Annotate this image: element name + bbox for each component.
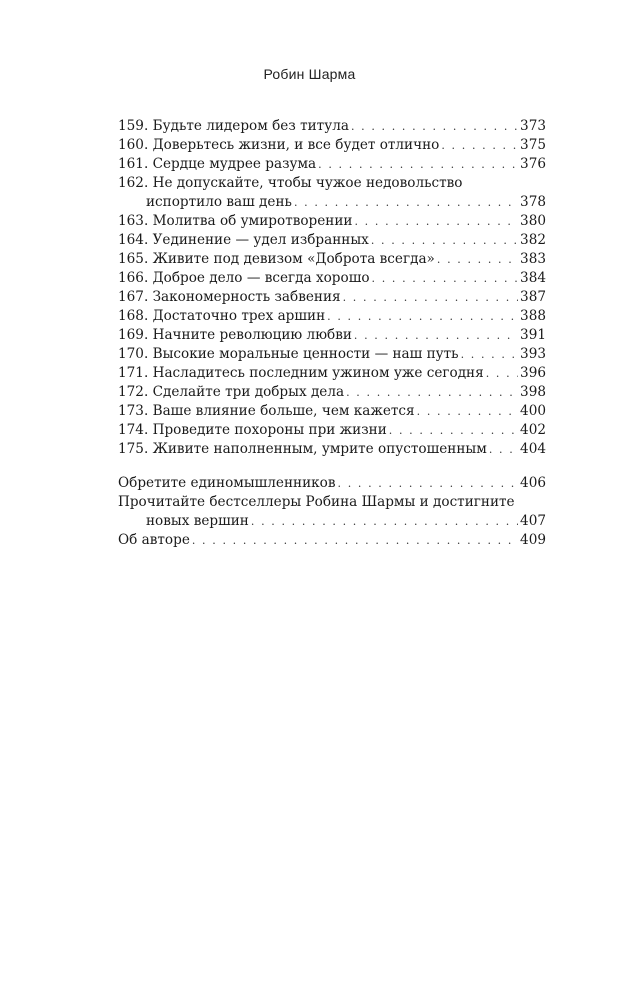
toc-entry-title: 161. Сердце мудрее разума <box>118 156 317 172</box>
toc-entry-bestsellers-line1 <box>118 493 546 512</box>
toc-entry-171 <box>118 364 546 383</box>
toc-page-number: 388 <box>520 308 546 324</box>
dot-leader <box>489 440 518 459</box>
table-of-contents <box>118 117 546 459</box>
toc-entry-title: 175. Живите наполненным, умрите опустошенным <box>118 441 487 457</box>
dot-leader <box>461 345 518 364</box>
toc-entry-160 <box>118 136 546 155</box>
table-of-contents-back-matter <box>118 474 546 550</box>
dot-leader <box>354 212 518 231</box>
toc-entry-title: 159. Будьте лидером без титула <box>118 118 349 134</box>
toc-page-number: 378 <box>520 194 546 210</box>
toc-entry-title: 173. Ваше влияние больше, чем кажется <box>118 403 415 419</box>
toc-entry-166 <box>118 269 546 288</box>
toc-entry-169 <box>118 326 546 345</box>
toc-entry-175 <box>118 440 546 459</box>
toc-entry-172 <box>118 383 546 402</box>
toc-entry-title: 162. Не допускайте, чтобы чужое недовольство <box>118 175 463 191</box>
toc-entry-title: 169. Начните революцию любви <box>118 327 352 343</box>
dot-leader <box>437 250 518 269</box>
toc-page-number: 384 <box>520 270 546 286</box>
toc-entry-163 <box>118 212 546 231</box>
dot-leader <box>389 421 518 440</box>
toc-page-number: 396 <box>520 365 546 381</box>
toc-entry-title: новых вершин <box>146 513 249 529</box>
toc-entry-170 <box>118 345 546 364</box>
toc-page-number: 380 <box>520 213 546 229</box>
toc-entry-title: 167. Закономерность забвения <box>118 289 341 305</box>
toc-entry-164 <box>118 231 546 250</box>
toc-page-number: 375 <box>520 137 546 153</box>
toc-entry-title: 163. Молитва об умиротворении <box>118 213 353 229</box>
toc-entry-title: испортило ваш день <box>146 194 292 210</box>
dot-leader <box>294 193 518 212</box>
toc-entry-title: 160. Доверьтесь жизни, и все будет отлично <box>118 137 440 153</box>
toc-page-number: 409 <box>520 532 546 548</box>
toc-entry-title: Обретите единомышленников <box>118 475 336 491</box>
toc-entry-165 <box>118 250 546 269</box>
dot-leader <box>318 155 518 174</box>
toc-page-number: 373 <box>520 118 546 134</box>
toc-entry-168 <box>118 307 546 326</box>
toc-entry-title: 170. Высокие моральные ценности — наш путь <box>118 346 459 362</box>
toc-page-number: 383 <box>520 251 546 267</box>
toc-page-number: 393 <box>520 346 546 362</box>
dot-leader <box>441 136 518 155</box>
toc-page-number: 376 <box>520 156 546 172</box>
dot-leader <box>351 117 518 136</box>
dot-leader <box>372 269 519 288</box>
toc-entry-162-line2 <box>118 193 546 212</box>
dot-leader <box>371 231 518 250</box>
toc-page-number: 404 <box>520 441 546 457</box>
toc-entry-title: 171. Насладитесь последним ужином уже сегодня <box>118 365 484 381</box>
dot-leader <box>338 474 519 493</box>
dot-leader <box>251 512 518 531</box>
toc-page-number: 407 <box>520 513 546 529</box>
toc-entry-find-likeminded <box>118 474 546 493</box>
toc-entry-title: 165. Живите под девизом «Доброта всегда» <box>118 251 435 267</box>
dot-leader <box>343 288 518 307</box>
running-head-author: Робин Шарма <box>263 66 356 82</box>
toc-entry-title: 164. Уединение — удел избранных <box>118 232 369 248</box>
toc-page-number: 382 <box>520 232 546 248</box>
dot-leader <box>417 402 518 421</box>
dot-leader <box>327 307 518 326</box>
dot-leader <box>354 326 518 345</box>
toc-entry-bestsellers-line2 <box>118 512 546 531</box>
toc-entry-title: Об авторе <box>118 532 190 548</box>
toc-entry-title: 172. Сделайте три добрых дела <box>118 384 345 400</box>
toc-entry-title: Прочитайте бестселлеры Робина Шармы и достигните <box>118 494 515 510</box>
toc-entry-159 <box>118 117 546 136</box>
dot-leader <box>346 383 518 402</box>
toc-page-number: 391 <box>520 327 546 343</box>
toc-page-number: 400 <box>520 403 546 419</box>
toc-page-number: 402 <box>520 422 546 438</box>
toc-entry-174 <box>118 421 546 440</box>
toc-entry-title: 168. Достаточно трех аршин <box>118 308 326 324</box>
toc-entry-title: 166. Доброе дело — всегда хорошо <box>118 270 370 286</box>
dot-leader <box>486 364 518 383</box>
toc-entry-162-line1 <box>118 174 546 193</box>
toc-page-number: 398 <box>520 384 546 400</box>
toc-page-number: 387 <box>520 289 546 305</box>
toc-page-number: 406 <box>520 475 546 491</box>
dot-leader <box>192 531 518 550</box>
toc-entry-167 <box>118 288 546 307</box>
toc-entry-about-author <box>118 531 546 550</box>
toc-entry-173 <box>118 402 546 421</box>
toc-entry-title: 174. Проведите похороны при жизни <box>118 422 387 438</box>
toc-entry-161 <box>118 155 546 174</box>
